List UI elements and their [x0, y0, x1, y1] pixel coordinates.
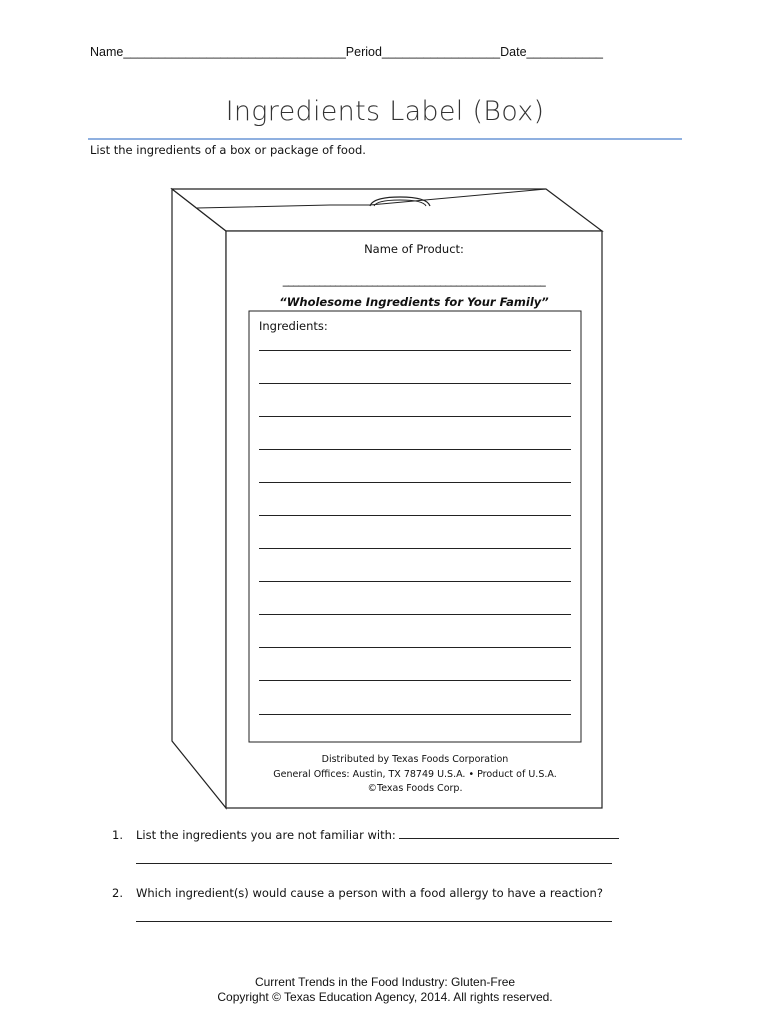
question-text: List the ingredients you are not familiar with: [136, 828, 396, 842]
box-side-panel [172, 189, 226, 808]
ingredient-line[interactable] [259, 647, 571, 648]
question-number: 1. [112, 828, 123, 842]
ingredient-line[interactable] [259, 680, 571, 681]
distributor-line: Distributed by Texas Foods Corporation [321, 754, 509, 765]
product-name-field[interactable]: __________________________________________________ [282, 273, 546, 287]
footer-copyright: Copyright © Texas Education Agency, 2014. All rights reserved. [217, 990, 553, 1004]
page-footer [0, 975, 770, 1005]
product-tagline: “Wholesome Ingredients for Your Family” [279, 295, 549, 309]
footer-course-title: Current Trends in the Food Industry: Gluten-Free [254, 975, 516, 989]
ingredients-box [249, 311, 581, 742]
instructions-text: List the ingredients of a box or package of food. [90, 143, 366, 157]
ingredient-line[interactable] [259, 614, 571, 615]
ingredient-line[interactable] [259, 482, 571, 483]
box-top-panel [172, 189, 602, 231]
page-title: Ingredients Label (Box) [225, 96, 545, 127]
ingredient-line[interactable] [259, 350, 571, 351]
ingredient-line[interactable] [259, 449, 571, 450]
answer-line[interactable] [136, 921, 612, 922]
ingredients-label: Ingredients: [259, 319, 328, 333]
product-name-label: Name of Product: [364, 242, 464, 256]
ingredient-line[interactable] [259, 416, 571, 417]
ingredient-line[interactable] [259, 383, 571, 384]
ingredient-line[interactable] [259, 548, 571, 549]
question-text: Which ingredient(s) would cause a person with a food allergy to have a reaction? [136, 886, 603, 900]
ingredient-line[interactable] [259, 714, 571, 715]
question-number: 2. [112, 886, 123, 900]
distributor-copyright: ©Texas Foods Corp. [367, 783, 463, 794]
answer-field[interactable] [399, 828, 619, 839]
ingredient-line[interactable] [259, 581, 571, 582]
distributor-address: General Offices: Austin, TX 78749 U.S.A. • Product of U.S.A. [273, 768, 557, 780]
answer-line[interactable] [136, 863, 612, 864]
ingredient-line[interactable] [259, 515, 571, 516]
question-1 [112, 828, 619, 842]
distributor-info [249, 753, 581, 797]
student-info-line: Name________________________________Period_________________Date___________ [90, 45, 603, 59]
question-2 [112, 886, 603, 900]
